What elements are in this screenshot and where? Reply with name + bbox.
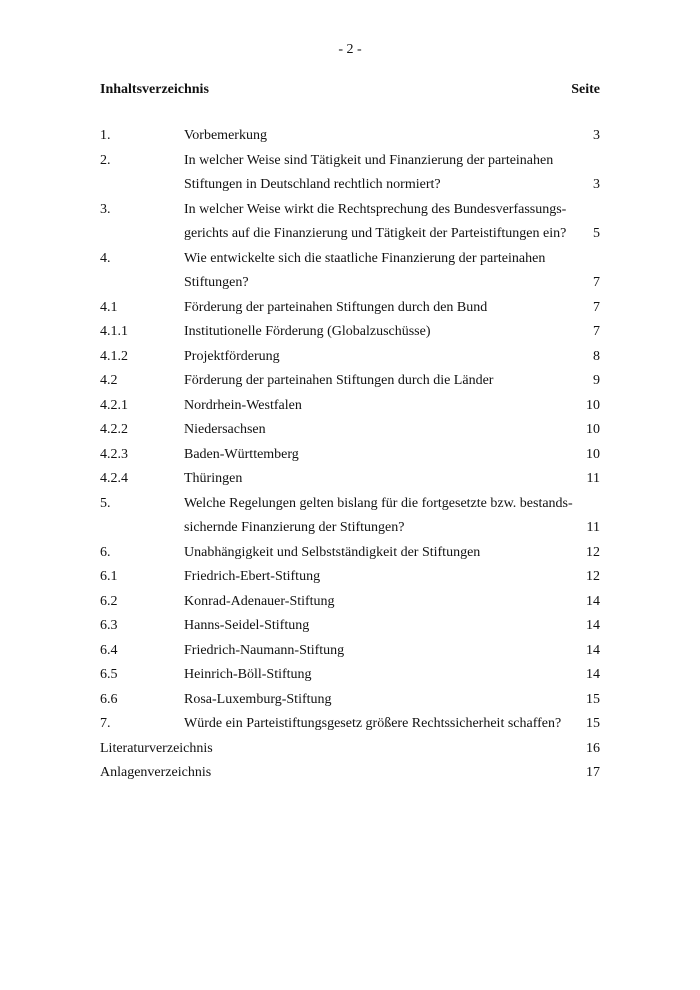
toc-entry-title: Würde ein Parteistiftungsgesetz größere Rechtssicherheit schaffen? bbox=[184, 716, 562, 731]
toc-entry-line bbox=[100, 394, 600, 419]
toc-entry-title: gerichts auf die Finanzierung und Tätigkeit der Parteistiftungen ein? bbox=[184, 226, 567, 241]
toc-entry-line bbox=[100, 712, 600, 737]
toc-entry-line bbox=[100, 565, 600, 590]
toc-entry-title: Vorbemerkung bbox=[184, 128, 267, 143]
toc-entry-number: 4.2 bbox=[100, 373, 118, 388]
toc-entry-title: Anlagenverzeichnis bbox=[100, 765, 212, 780]
toc-entry-number: 6.5 bbox=[100, 667, 118, 682]
toc-entry[interactable] bbox=[100, 688, 600, 713]
toc-entry[interactable] bbox=[100, 296, 600, 321]
toc-entry-title: Projektförderung bbox=[184, 348, 280, 364]
toc-entry-page: 12 bbox=[586, 569, 600, 584]
toc-entry-line bbox=[100, 369, 600, 394]
toc-page-label: Seite bbox=[571, 82, 600, 97]
toc-entry-page: 11 bbox=[586, 520, 600, 535]
toc-entry-number: 6.4 bbox=[100, 642, 118, 658]
toc-entry-line bbox=[100, 345, 600, 370]
toc-entry-line bbox=[100, 271, 600, 296]
toc-entry-line bbox=[100, 541, 600, 566]
toc-entry[interactable] bbox=[100, 639, 600, 664]
toc-entry-title: Hanns-Seidel-Stiftung bbox=[184, 618, 310, 633]
toc-entry-title: Institutionelle Förderung (Globalzuschüsse) bbox=[184, 324, 431, 339]
toc-entry-title: Niedersachsen bbox=[184, 422, 266, 437]
toc-entry-title: Wie entwickelte sich die staatliche Finanzierung der parteinahen bbox=[184, 250, 546, 266]
toc-entry[interactable] bbox=[100, 198, 600, 247]
toc-entry-number: 6.6 bbox=[100, 691, 118, 707]
toc-entry-line bbox=[100, 761, 600, 786]
toc-entry-line bbox=[100, 149, 600, 174]
toc-entry-line bbox=[100, 688, 600, 713]
toc-entry-page: 5 bbox=[593, 226, 600, 241]
toc-title: Inhaltsverzeichnis bbox=[100, 82, 209, 97]
toc-entry-line bbox=[100, 418, 600, 443]
toc-entry-title: Förderung der parteinahen Stiftungen durch den Bund bbox=[184, 299, 488, 315]
toc-entry-title: Baden-Württemberg bbox=[184, 446, 299, 462]
toc-entry[interactable] bbox=[100, 149, 600, 198]
toc-entry-page: 15 bbox=[586, 716, 600, 731]
toc-entry-page: 10 bbox=[586, 446, 600, 462]
toc-entry-title: Nordrhein-Westfalen bbox=[184, 397, 302, 413]
toc-entry-page: 7 bbox=[593, 324, 600, 339]
toc-entry-title: Thüringen bbox=[184, 471, 243, 486]
toc-entry[interactable] bbox=[100, 663, 600, 688]
toc-entry[interactable] bbox=[100, 467, 600, 492]
toc-entry-line bbox=[100, 296, 600, 321]
toc-entry-page: 14 bbox=[586, 667, 600, 682]
toc-entry-title: Friedrich-Ebert-Stiftung bbox=[184, 569, 321, 584]
toc-entry-number: 3. bbox=[100, 201, 111, 217]
toc-entry-page: 17 bbox=[586, 765, 600, 780]
toc-entry-title: Heinrich-Böll-Stiftung bbox=[184, 667, 312, 682]
toc-entry-number: 2. bbox=[100, 152, 111, 168]
toc-entry-page: 9 bbox=[593, 373, 600, 388]
toc-entry-page: 16 bbox=[586, 740, 600, 756]
toc-entry-line bbox=[100, 516, 600, 541]
toc-entry-page: 14 bbox=[586, 593, 600, 609]
toc-entry-title: Konrad-Adenauer-Stiftung bbox=[184, 593, 335, 609]
toc-entry-page: 10 bbox=[586, 397, 600, 413]
toc-entry-line bbox=[100, 173, 600, 198]
toc-entry-line bbox=[100, 443, 600, 468]
toc-entry-title: Stiftungen in Deutschland rechtlich normiert? bbox=[184, 177, 441, 192]
toc-entry[interactable] bbox=[100, 761, 600, 786]
toc-entry-page: 11 bbox=[586, 471, 600, 486]
toc-entry-line bbox=[100, 663, 600, 688]
toc-entry-page: 3 bbox=[593, 128, 600, 143]
toc-entry-number: 4.2.4 bbox=[100, 471, 128, 486]
toc-entry[interactable] bbox=[100, 565, 600, 590]
toc-entry-number: 4.2.3 bbox=[100, 446, 128, 462]
toc-entry-page: 7 bbox=[593, 299, 600, 315]
toc-entry-line bbox=[100, 737, 600, 762]
toc-entry-page: 10 bbox=[586, 422, 600, 437]
toc-entry[interactable] bbox=[100, 492, 600, 541]
toc-entry-line bbox=[100, 198, 600, 223]
toc-entry-number: 4.1 bbox=[100, 299, 118, 315]
toc-entry-page: 3 bbox=[593, 177, 600, 192]
toc-entry-line bbox=[100, 614, 600, 639]
toc-entry-page: 14 bbox=[586, 618, 600, 633]
toc-entry-page: 8 bbox=[593, 348, 600, 364]
toc-entry-number: 7. bbox=[100, 716, 111, 731]
toc-header bbox=[100, 82, 600, 98]
toc-entry-line bbox=[100, 320, 600, 345]
toc-entry-line bbox=[100, 124, 600, 149]
page-number: - 2 - bbox=[338, 42, 362, 57]
toc-entry-number: 6.2 bbox=[100, 593, 118, 609]
toc-entry-number: 1. bbox=[100, 128, 111, 143]
toc-entry-number: 6. bbox=[100, 544, 111, 560]
toc-entry-number: 4. bbox=[100, 250, 111, 266]
toc-entry[interactable] bbox=[100, 614, 600, 639]
toc-entry-number: 4.2.1 bbox=[100, 397, 128, 413]
toc-entry-page: 7 bbox=[593, 275, 600, 290]
toc-entry-title: Rosa-Luxemburg-Stiftung bbox=[184, 691, 332, 707]
toc-entry[interactable] bbox=[100, 737, 600, 762]
toc-entry-line bbox=[100, 467, 600, 492]
toc-entry-number: 4.1.1 bbox=[100, 324, 128, 339]
toc-entry-number: 4.1.2 bbox=[100, 348, 128, 364]
toc-entry-title: Förderung der parteinahen Stiftungen durch die Länder bbox=[184, 373, 494, 388]
toc-entry[interactable] bbox=[100, 124, 600, 149]
toc-entry-title: sichernde Finanzierung der Stiftungen? bbox=[184, 520, 405, 535]
toc-entry[interactable] bbox=[100, 320, 600, 345]
toc-entry-page: 15 bbox=[586, 691, 600, 707]
toc-entry-line bbox=[100, 247, 600, 272]
toc-entry[interactable] bbox=[100, 345, 600, 370]
toc-entry-number: 4.2.2 bbox=[100, 422, 128, 437]
toc-entry-page: 14 bbox=[586, 642, 600, 658]
toc-entry-number: 6.1 bbox=[100, 569, 118, 584]
toc-entry-title: Literaturverzeichnis bbox=[100, 740, 213, 756]
toc-entry-title: Unabhängigkeit und Selbstständigkeit der Stiftungen bbox=[184, 544, 481, 560]
toc-entry-line bbox=[100, 222, 600, 247]
toc-entry-number: 5. bbox=[100, 495, 111, 511]
toc-entry-line bbox=[100, 639, 600, 664]
toc-entry-title: In welcher Weise wirkt die Rechtsprechung des Bundesverfassungs- bbox=[184, 201, 567, 217]
toc-entry[interactable] bbox=[100, 590, 600, 615]
toc-entry-line bbox=[100, 492, 600, 517]
toc-entry[interactable] bbox=[100, 712, 600, 737]
toc-entry[interactable] bbox=[100, 541, 600, 566]
toc-entry-title: In welcher Weise sind Tätigkeit und Finanzierung der parteinahen bbox=[184, 152, 554, 168]
toc-entry-title: Friedrich-Naumann-Stiftung bbox=[184, 642, 345, 658]
table-of-contents bbox=[100, 124, 600, 786]
toc-entry-line bbox=[100, 590, 600, 615]
toc-entry-number: 6.3 bbox=[100, 618, 118, 633]
toc-entry-title: Stiftungen? bbox=[184, 275, 249, 290]
toc-entry[interactable] bbox=[100, 443, 600, 468]
toc-entry[interactable] bbox=[100, 369, 600, 394]
toc-entry[interactable] bbox=[100, 418, 600, 443]
toc-entry-title: Welche Regelungen gelten bislang für die fortgesetzte bzw. bestands- bbox=[184, 495, 573, 511]
toc-entry-page: 12 bbox=[586, 544, 600, 560]
toc-entry[interactable] bbox=[100, 247, 600, 296]
toc-entry[interactable] bbox=[100, 394, 600, 419]
